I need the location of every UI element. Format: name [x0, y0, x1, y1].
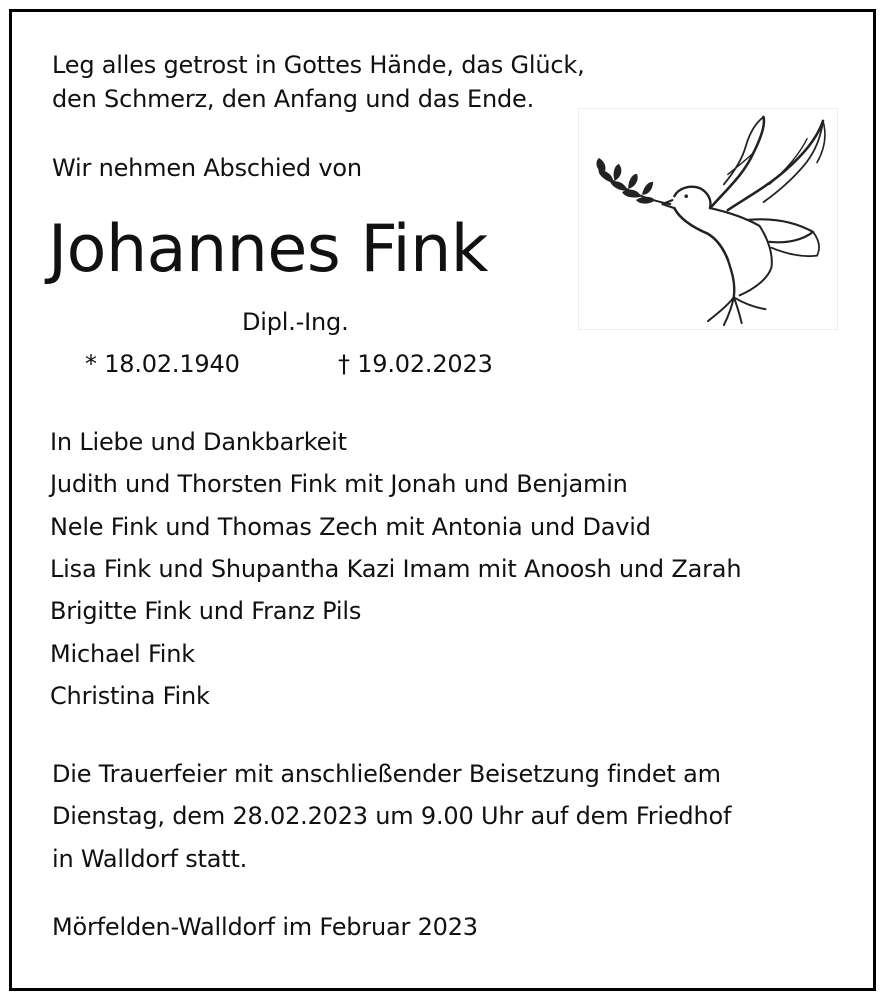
verse-line-2: den Schmerz, den Anfang und das Ende. [52, 85, 535, 113]
mourner-line: Christina Fink [50, 682, 210, 710]
dove-with-olive-branch-icon [578, 108, 838, 330]
deceased-title: Dipl.-Ing. [242, 308, 349, 336]
mourner-line: Brigitte Fink und Franz Pils [50, 597, 362, 625]
farewell-intro: Wir nehmen Abschied von [52, 154, 362, 182]
mourner-line: Lisa Fink und Shupantha Kazi Imam mit Anoosh und Zarah [50, 555, 742, 583]
birth-date: * 18.02.1940 [85, 350, 240, 378]
place-and-date: Mörfelden-Walldorf im Februar 2023 [52, 913, 478, 941]
mourner-line: Michael Fink [50, 640, 195, 668]
death-date: † 19.02.2023 [338, 350, 493, 378]
deceased-name: Johannes Fink [48, 212, 488, 287]
mourner-line: Nele Fink und Thomas Zech mit Antonia und David [50, 513, 651, 541]
mourner-line: Judith und Thorsten Fink mit Jonah und Benjamin [50, 470, 628, 498]
service-line-2: Dienstag, dem 28.02.2023 um 9.00 Uhr auf dem Friedhof [52, 802, 732, 830]
service-line-3: in Walldorf statt. [52, 845, 248, 873]
mourner-line: In Liebe und Dankbarkeit [50, 428, 347, 456]
service-line-1: Die Trauerfeier mit anschließender Beisetzung findet am [52, 760, 721, 788]
verse-line-1: Leg alles getrost in Gottes Hände, das Glück, [52, 51, 585, 79]
